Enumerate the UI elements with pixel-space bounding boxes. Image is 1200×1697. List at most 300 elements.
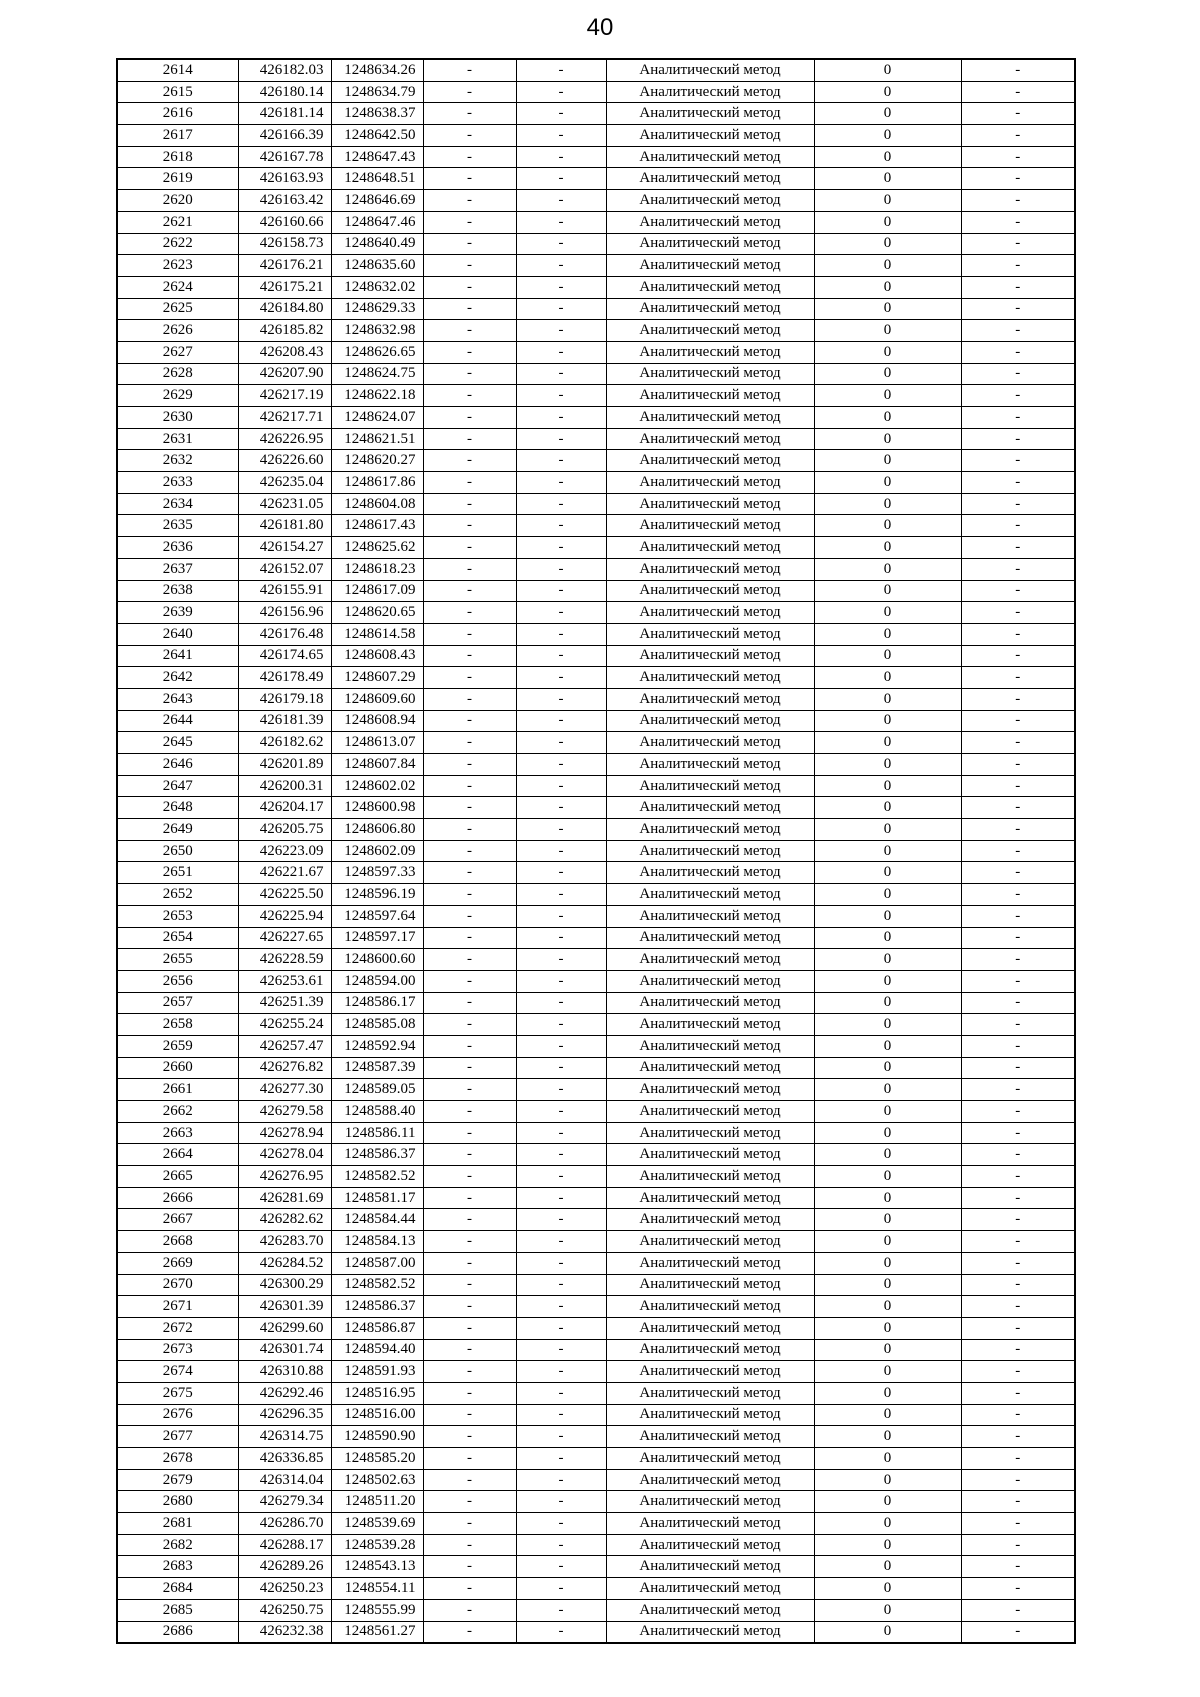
dash-cell: - xyxy=(516,862,606,884)
dash-cell: - xyxy=(423,688,516,710)
zero-cell: 0 xyxy=(814,276,961,298)
zero-cell: 0 xyxy=(814,1296,961,1318)
page-number: 40 xyxy=(586,14,614,41)
dash-cell: - xyxy=(423,1513,516,1535)
point-number-cell: 2632 xyxy=(117,450,238,472)
dash-cell: - xyxy=(423,1166,516,1188)
point-number-cell: 2614 xyxy=(117,59,238,81)
dash-cell: - xyxy=(423,797,516,819)
table-row xyxy=(117,667,1075,689)
dash-cell: - xyxy=(516,623,606,645)
x-coordinate-cell: 426178.49 xyxy=(238,667,331,689)
y-coordinate-cell: 1248554.11 xyxy=(331,1578,423,1600)
dash-cell: - xyxy=(516,558,606,580)
method-cell: Аналитический метод xyxy=(606,146,814,168)
dash-cell: - xyxy=(516,1621,606,1643)
x-coordinate-cell: 426176.21 xyxy=(238,255,331,277)
dash-cell: - xyxy=(961,233,1075,255)
method-cell: Аналитический метод xyxy=(606,168,814,190)
point-number-cell: 2620 xyxy=(117,190,238,212)
zero-cell: 0 xyxy=(814,905,961,927)
zero-cell: 0 xyxy=(814,1057,961,1079)
zero-cell: 0 xyxy=(814,1556,961,1578)
x-coordinate-cell: 426176.48 xyxy=(238,623,331,645)
dash-cell: - xyxy=(516,1339,606,1361)
y-coordinate-cell: 1248594.40 xyxy=(331,1339,423,1361)
dash-cell: - xyxy=(423,407,516,429)
x-coordinate-cell: 426166.39 xyxy=(238,125,331,147)
table-row xyxy=(117,1599,1075,1621)
dash-cell: - xyxy=(516,1274,606,1296)
zero-cell: 0 xyxy=(814,775,961,797)
y-coordinate-cell: 1248516.00 xyxy=(331,1404,423,1426)
x-coordinate-cell: 426232.38 xyxy=(238,1621,331,1643)
dash-cell: - xyxy=(961,1599,1075,1621)
y-coordinate-cell: 1248586.37 xyxy=(331,1296,423,1318)
method-cell: Аналитический метод xyxy=(606,949,814,971)
dash-cell: - xyxy=(516,840,606,862)
table-row xyxy=(117,341,1075,363)
dash-cell: - xyxy=(961,1448,1075,1470)
dash-cell: - xyxy=(961,1556,1075,1578)
point-number-cell: 2646 xyxy=(117,754,238,776)
point-number-cell: 2643 xyxy=(117,688,238,710)
table-row xyxy=(117,537,1075,559)
method-cell: Аналитический метод xyxy=(606,233,814,255)
dash-cell: - xyxy=(961,341,1075,363)
point-number-cell: 2666 xyxy=(117,1187,238,1209)
y-coordinate-cell: 1248642.50 xyxy=(331,125,423,147)
y-coordinate-cell: 1248561.27 xyxy=(331,1621,423,1643)
table-row xyxy=(117,515,1075,537)
dash-cell: - xyxy=(516,407,606,429)
point-number-cell: 2665 xyxy=(117,1166,238,1188)
method-cell: Аналитический метод xyxy=(606,1382,814,1404)
x-coordinate-cell: 426299.60 xyxy=(238,1317,331,1339)
dash-cell: - xyxy=(423,1252,516,1274)
x-coordinate-cell: 426255.24 xyxy=(238,1014,331,1036)
table-row xyxy=(117,1556,1075,1578)
table-row xyxy=(117,949,1075,971)
y-coordinate-cell: 1248632.98 xyxy=(331,320,423,342)
dash-cell: - xyxy=(961,385,1075,407)
zero-cell: 0 xyxy=(814,1252,961,1274)
y-coordinate-cell: 1248600.60 xyxy=(331,949,423,971)
x-coordinate-cell: 426228.59 xyxy=(238,949,331,971)
zero-cell: 0 xyxy=(814,645,961,667)
table-row xyxy=(117,1274,1075,1296)
point-number-cell: 2683 xyxy=(117,1556,238,1578)
method-cell: Аналитический метод xyxy=(606,1252,814,1274)
y-coordinate-cell: 1248607.29 xyxy=(331,667,423,689)
x-coordinate-cell: 426336.85 xyxy=(238,1448,331,1470)
point-number-cell: 2633 xyxy=(117,472,238,494)
dash-cell: - xyxy=(516,949,606,971)
dash-cell: - xyxy=(961,754,1075,776)
dash-cell: - xyxy=(516,1599,606,1621)
x-coordinate-cell: 426278.04 xyxy=(238,1144,331,1166)
dash-cell: - xyxy=(961,1426,1075,1448)
zero-cell: 0 xyxy=(814,1122,961,1144)
dash-cell: - xyxy=(961,1144,1075,1166)
dash-cell: - xyxy=(423,428,516,450)
x-coordinate-cell: 426163.93 xyxy=(238,168,331,190)
x-coordinate-cell: 426235.04 xyxy=(238,472,331,494)
dash-cell: - xyxy=(423,341,516,363)
point-number-cell: 2661 xyxy=(117,1079,238,1101)
dash-cell: - xyxy=(961,320,1075,342)
table-row xyxy=(117,1166,1075,1188)
method-cell: Аналитический метод xyxy=(606,1296,814,1318)
method-cell: Аналитический метод xyxy=(606,580,814,602)
y-coordinate-cell: 1248614.58 xyxy=(331,623,423,645)
point-number-cell: 2679 xyxy=(117,1469,238,1491)
y-coordinate-cell: 1248607.84 xyxy=(331,754,423,776)
y-coordinate-cell: 1248555.99 xyxy=(331,1599,423,1621)
zero-cell: 0 xyxy=(814,884,961,906)
table-row xyxy=(117,558,1075,580)
dash-cell: - xyxy=(516,1513,606,1535)
dash-cell: - xyxy=(423,1339,516,1361)
y-coordinate-cell: 1248597.17 xyxy=(331,927,423,949)
y-coordinate-cell: 1248609.60 xyxy=(331,688,423,710)
dash-cell: - xyxy=(516,493,606,515)
dash-cell: - xyxy=(423,1187,516,1209)
dash-cell: - xyxy=(423,1296,516,1318)
table-row xyxy=(117,1491,1075,1513)
x-coordinate-cell: 426314.75 xyxy=(238,1426,331,1448)
dash-cell: - xyxy=(516,1035,606,1057)
x-coordinate-cell: 426158.73 xyxy=(238,233,331,255)
dash-cell: - xyxy=(516,1101,606,1123)
y-coordinate-cell: 1248582.52 xyxy=(331,1274,423,1296)
dash-cell: - xyxy=(961,1057,1075,1079)
point-number-cell: 2648 xyxy=(117,797,238,819)
table-row xyxy=(117,927,1075,949)
y-coordinate-cell: 1248594.00 xyxy=(331,970,423,992)
zero-cell: 0 xyxy=(814,1448,961,1470)
dash-cell: - xyxy=(516,1231,606,1253)
point-number-cell: 2659 xyxy=(117,1035,238,1057)
table-row xyxy=(117,623,1075,645)
method-cell: Аналитический метод xyxy=(606,1231,814,1253)
dash-cell: - xyxy=(423,493,516,515)
zero-cell: 0 xyxy=(814,1513,961,1535)
table-row xyxy=(117,580,1075,602)
table-row xyxy=(117,645,1075,667)
y-coordinate-cell: 1248585.20 xyxy=(331,1448,423,1470)
dash-cell: - xyxy=(516,1448,606,1470)
y-coordinate-cell: 1248539.69 xyxy=(331,1513,423,1535)
zero-cell: 0 xyxy=(814,819,961,841)
point-number-cell: 2634 xyxy=(117,493,238,515)
zero-cell: 0 xyxy=(814,1339,961,1361)
method-cell: Аналитический метод xyxy=(606,1166,814,1188)
dash-cell: - xyxy=(961,862,1075,884)
zero-cell: 0 xyxy=(814,1621,961,1643)
y-coordinate-cell: 1248581.17 xyxy=(331,1187,423,1209)
dash-cell: - xyxy=(516,819,606,841)
method-cell: Аналитический метод xyxy=(606,905,814,927)
y-coordinate-cell: 1248586.17 xyxy=(331,992,423,1014)
y-coordinate-cell: 1248597.33 xyxy=(331,862,423,884)
point-number-cell: 2656 xyxy=(117,970,238,992)
x-coordinate-cell: 426289.26 xyxy=(238,1556,331,1578)
dash-cell: - xyxy=(423,1014,516,1036)
point-number-cell: 2674 xyxy=(117,1361,238,1383)
method-cell: Аналитический метод xyxy=(606,515,814,537)
dash-cell: - xyxy=(423,1317,516,1339)
table-row xyxy=(117,710,1075,732)
dash-cell: - xyxy=(423,363,516,385)
dash-cell: - xyxy=(516,1296,606,1318)
y-coordinate-cell: 1248586.37 xyxy=(331,1144,423,1166)
y-coordinate-cell: 1248602.09 xyxy=(331,840,423,862)
table-row xyxy=(117,385,1075,407)
x-coordinate-cell: 426282.62 xyxy=(238,1209,331,1231)
point-number-cell: 2654 xyxy=(117,927,238,949)
x-coordinate-cell: 426152.07 xyxy=(238,558,331,580)
point-number-cell: 2671 xyxy=(117,1296,238,1318)
dash-cell: - xyxy=(961,819,1075,841)
table-row xyxy=(117,255,1075,277)
dash-cell: - xyxy=(423,1231,516,1253)
point-number-cell: 2628 xyxy=(117,363,238,385)
dash-cell: - xyxy=(516,797,606,819)
y-coordinate-cell: 1248608.43 xyxy=(331,645,423,667)
dash-cell: - xyxy=(423,168,516,190)
table-row xyxy=(117,688,1075,710)
table-row xyxy=(117,754,1075,776)
zero-cell: 0 xyxy=(814,1426,961,1448)
x-coordinate-cell: 426225.50 xyxy=(238,884,331,906)
dash-cell: - xyxy=(516,1578,606,1600)
zero-cell: 0 xyxy=(814,602,961,624)
x-coordinate-cell: 426217.19 xyxy=(238,385,331,407)
dash-cell: - xyxy=(961,1166,1075,1188)
dash-cell: - xyxy=(961,1101,1075,1123)
dash-cell: - xyxy=(423,1534,516,1556)
table-row xyxy=(117,450,1075,472)
dash-cell: - xyxy=(961,493,1075,515)
dash-cell: - xyxy=(423,472,516,494)
method-cell: Аналитический метод xyxy=(606,1491,814,1513)
zero-cell: 0 xyxy=(814,949,961,971)
method-cell: Аналитический метод xyxy=(606,1079,814,1101)
table-row xyxy=(117,59,1075,81)
point-number-cell: 2657 xyxy=(117,992,238,1014)
table-row xyxy=(117,125,1075,147)
y-coordinate-cell: 1248613.07 xyxy=(331,732,423,754)
table-row xyxy=(117,884,1075,906)
dash-cell: - xyxy=(423,1209,516,1231)
dash-cell: - xyxy=(961,1079,1075,1101)
table-row xyxy=(117,797,1075,819)
table-row xyxy=(117,819,1075,841)
dash-cell: - xyxy=(516,992,606,1014)
table-row xyxy=(117,1057,1075,1079)
table-row xyxy=(117,732,1075,754)
method-cell: Аналитический метод xyxy=(606,1469,814,1491)
point-number-cell: 2639 xyxy=(117,602,238,624)
dash-cell: - xyxy=(516,1079,606,1101)
zero-cell: 0 xyxy=(814,1274,961,1296)
method-cell: Аналитический метод xyxy=(606,1144,814,1166)
dash-cell: - xyxy=(516,472,606,494)
table-row xyxy=(117,211,1075,233)
dash-cell: - xyxy=(423,775,516,797)
method-cell: Аналитический метод xyxy=(606,537,814,559)
zero-cell: 0 xyxy=(814,385,961,407)
dash-cell: - xyxy=(516,970,606,992)
x-coordinate-cell: 426288.17 xyxy=(238,1534,331,1556)
method-cell: Аналитический метод xyxy=(606,1513,814,1535)
y-coordinate-cell: 1248511.20 xyxy=(331,1491,423,1513)
point-number-cell: 2673 xyxy=(117,1339,238,1361)
table-row xyxy=(117,862,1075,884)
table-row xyxy=(117,1144,1075,1166)
table-row xyxy=(117,1534,1075,1556)
point-number-cell: 2630 xyxy=(117,407,238,429)
dash-cell: - xyxy=(423,862,516,884)
table-row xyxy=(117,190,1075,212)
table-row xyxy=(117,472,1075,494)
x-coordinate-cell: 426226.60 xyxy=(238,450,331,472)
y-coordinate-cell: 1248592.94 xyxy=(331,1035,423,1057)
y-coordinate-cell: 1248634.26 xyxy=(331,59,423,81)
point-number-cell: 2638 xyxy=(117,580,238,602)
y-coordinate-cell: 1248646.69 xyxy=(331,190,423,212)
y-coordinate-cell: 1248617.09 xyxy=(331,580,423,602)
zero-cell: 0 xyxy=(814,840,961,862)
dash-cell: - xyxy=(423,1035,516,1057)
y-coordinate-cell: 1248585.08 xyxy=(331,1014,423,1036)
method-cell: Аналитический метод xyxy=(606,493,814,515)
y-coordinate-cell: 1248589.05 xyxy=(331,1079,423,1101)
dash-cell: - xyxy=(516,1404,606,1426)
dash-cell: - xyxy=(423,1621,516,1643)
dash-cell: - xyxy=(516,1187,606,1209)
x-coordinate-cell: 426217.71 xyxy=(238,407,331,429)
point-number-cell: 2621 xyxy=(117,211,238,233)
dash-cell: - xyxy=(961,927,1075,949)
method-cell: Аналитический метод xyxy=(606,862,814,884)
zero-cell: 0 xyxy=(814,1534,961,1556)
method-cell: Аналитический метод xyxy=(606,927,814,949)
table-row xyxy=(117,1578,1075,1600)
zero-cell: 0 xyxy=(814,1599,961,1621)
zero-cell: 0 xyxy=(814,320,961,342)
x-coordinate-cell: 426174.65 xyxy=(238,645,331,667)
point-number-cell: 2622 xyxy=(117,233,238,255)
dash-cell: - xyxy=(961,428,1075,450)
dash-cell: - xyxy=(423,146,516,168)
point-number-cell: 2667 xyxy=(117,1209,238,1231)
method-cell: Аналитический метод xyxy=(606,276,814,298)
x-coordinate-cell: 426160.66 xyxy=(238,211,331,233)
dash-cell: - xyxy=(516,428,606,450)
zero-cell: 0 xyxy=(814,1166,961,1188)
dash-cell: - xyxy=(516,688,606,710)
dash-cell: - xyxy=(423,667,516,689)
table-row xyxy=(117,320,1075,342)
y-coordinate-cell: 1248635.60 xyxy=(331,255,423,277)
point-number-cell: 2647 xyxy=(117,775,238,797)
y-coordinate-cell: 1248586.11 xyxy=(331,1122,423,1144)
method-cell: Аналитический метод xyxy=(606,970,814,992)
table-row xyxy=(117,1014,1075,1036)
zero-cell: 0 xyxy=(814,146,961,168)
zero-cell: 0 xyxy=(814,341,961,363)
dash-cell: - xyxy=(516,1209,606,1231)
x-coordinate-cell: 426167.78 xyxy=(238,146,331,168)
zero-cell: 0 xyxy=(814,970,961,992)
method-cell: Аналитический метод xyxy=(606,472,814,494)
dash-cell: - xyxy=(516,125,606,147)
dash-cell: - xyxy=(516,515,606,537)
dash-cell: - xyxy=(423,320,516,342)
method-cell: Аналитический метод xyxy=(606,1101,814,1123)
dash-cell: - xyxy=(961,537,1075,559)
x-coordinate-cell: 426180.14 xyxy=(238,81,331,103)
method-cell: Аналитический метод xyxy=(606,1035,814,1057)
dash-cell: - xyxy=(423,125,516,147)
x-coordinate-cell: 426301.74 xyxy=(238,1339,331,1361)
zero-cell: 0 xyxy=(814,754,961,776)
table-row xyxy=(117,103,1075,125)
method-cell: Аналитический метод xyxy=(606,428,814,450)
table-row xyxy=(117,1187,1075,1209)
dash-cell: - xyxy=(961,1578,1075,1600)
dash-cell: - xyxy=(423,1404,516,1426)
method-cell: Аналитический метод xyxy=(606,255,814,277)
point-number-cell: 2618 xyxy=(117,146,238,168)
y-coordinate-cell: 1248620.65 xyxy=(331,602,423,624)
zero-cell: 0 xyxy=(814,168,961,190)
x-coordinate-cell: 426181.14 xyxy=(238,103,331,125)
dash-cell: - xyxy=(423,840,516,862)
dash-cell: - xyxy=(423,298,516,320)
table-row xyxy=(117,407,1075,429)
table-row xyxy=(117,992,1075,1014)
method-cell: Аналитический метод xyxy=(606,385,814,407)
dash-cell: - xyxy=(516,1317,606,1339)
dash-cell: - xyxy=(961,472,1075,494)
point-number-cell: 2681 xyxy=(117,1513,238,1535)
table-row xyxy=(117,1404,1075,1426)
table-row xyxy=(117,1122,1075,1144)
x-coordinate-cell: 426257.47 xyxy=(238,1035,331,1057)
x-coordinate-cell: 426276.82 xyxy=(238,1057,331,1079)
dash-cell: - xyxy=(516,211,606,233)
x-coordinate-cell: 426200.31 xyxy=(238,775,331,797)
method-cell: Аналитический метод xyxy=(606,1361,814,1383)
x-coordinate-cell: 426300.29 xyxy=(238,1274,331,1296)
zero-cell: 0 xyxy=(814,472,961,494)
dash-cell: - xyxy=(423,515,516,537)
dash-cell: - xyxy=(516,1057,606,1079)
x-coordinate-cell: 426221.67 xyxy=(238,862,331,884)
dash-cell: - xyxy=(516,363,606,385)
table-row xyxy=(117,1209,1075,1231)
point-number-cell: 2680 xyxy=(117,1491,238,1513)
dash-cell: - xyxy=(961,732,1075,754)
zero-cell: 0 xyxy=(814,103,961,125)
point-number-cell: 2670 xyxy=(117,1274,238,1296)
zero-cell: 0 xyxy=(814,1101,961,1123)
zero-cell: 0 xyxy=(814,255,961,277)
dash-cell: - xyxy=(961,884,1075,906)
